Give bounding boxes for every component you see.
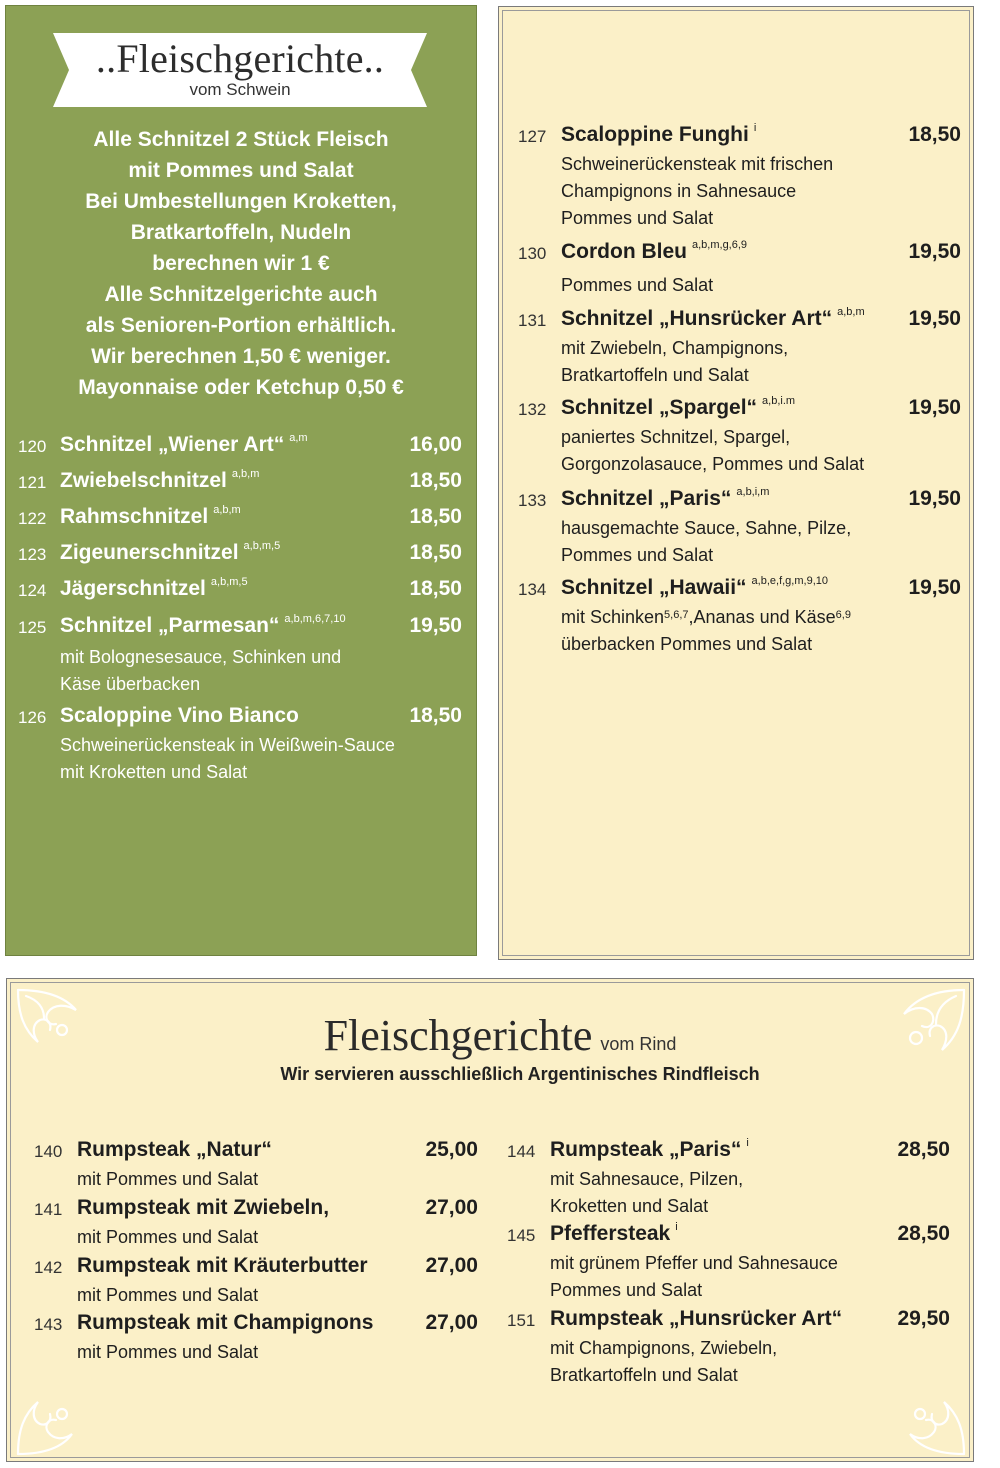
allergen-codes: a,b,i,m — [736, 486, 770, 498]
item-price: 29,50 — [897, 1307, 950, 1330]
rind-subtitle: Wir servieren ausschließlich Argentinisches Rindfleisch — [280, 1064, 760, 1084]
allergen-codes: a,b,m — [213, 504, 241, 516]
item-description: mit Bolognesesauce, Schinken und Käse überbacken — [60, 647, 342, 694]
item-description: paniertes Schnitzel, Spargel, Gorgonzolasauce, Pommes und Salat — [561, 427, 865, 474]
item-price: 19,50 — [908, 240, 961, 263]
item-price: 28,50 — [897, 1138, 950, 1161]
item-name: Pfeffersteak — [550, 1222, 671, 1245]
item-description: mit Pommes und Salat — [77, 1285, 259, 1305]
rind-title-suffix: vom Rind — [600, 1034, 677, 1054]
intro-line: Wir berechnen 1,50 € weniger. — [91, 345, 391, 368]
item-name: Rumpsteak „Paris“ — [550, 1138, 742, 1161]
item-price: 18,50 — [409, 541, 462, 564]
item-price: 18,50 — [409, 704, 462, 727]
item-name: Schnitzel „Paris“ — [561, 487, 732, 510]
schwein-intro — [10, 124, 472, 403]
intro-line: berechnen wir 1 € — [152, 252, 330, 275]
item-price: 28,50 — [897, 1222, 950, 1245]
allergen-codes: a,b,m — [231, 468, 260, 480]
schwein-title: ..Fleischgerichte.. — [95, 36, 385, 81]
intro-line: Alle Schnitzel 2 Stück Fleisch — [93, 128, 389, 151]
corner-ornament-bottom-right — [880, 1386, 968, 1458]
item-price: 18,50 — [908, 123, 961, 146]
item-description: mit grünem Pfeffer und Sahnesauce Pommes und Salat — [550, 1253, 838, 1300]
item-name: Rumpsteak mit Zwiebeln, — [77, 1196, 330, 1219]
allergen-codes: a,b,i.m — [762, 395, 796, 407]
rind-title — [0, 1010, 1000, 1061]
item-name: Scaloppine Vino Bianco — [60, 704, 299, 727]
item-description: Schweinerückensteak in Weißwein-Sauce mit Kroketten und Salat — [60, 735, 395, 782]
item-name: Rumpsteak „Hunsrücker Art“ — [550, 1307, 843, 1330]
allergen-codes: a,b,m,5 — [243, 540, 281, 552]
item-price: 19,50 — [908, 487, 961, 510]
item-price: 25,00 — [425, 1138, 478, 1161]
intro-line: Alle Schnitzelgerichte auch — [104, 283, 378, 306]
item-name: Rumpsteak mit Champignons — [77, 1311, 374, 1334]
item-name: Rumpsteak mit Kräuterbutter — [77, 1254, 368, 1277]
item-name: Cordon Bleu — [561, 240, 687, 263]
item-description: mit Pommes und Salat — [77, 1227, 259, 1247]
allergen-codes: a,b,m — [837, 306, 865, 318]
allergen-codes: i — [746, 1137, 749, 1149]
item-price: 19,50 — [908, 396, 961, 419]
item-description: mit Sahnesauce, Pilzen, Kroketten und Salat — [550, 1169, 744, 1216]
allergen-codes: a,b,m,6,7,10 — [284, 613, 346, 625]
item-description: mit Pommes und Salat — [77, 1342, 259, 1362]
item-name: Scaloppine Funghi — [561, 123, 749, 146]
item-name: Jägerschnitzel — [60, 577, 206, 600]
item-description: Schweinerückensteak mit frischen Champignons in Sahnesauce Pommes und Salat — [561, 154, 834, 228]
item-name: Schnitzel „Hunsrücker Art“ — [561, 307, 833, 330]
allergen-codes: i — [753, 122, 757, 134]
schwein-subtitle: vom Schwein — [189, 80, 291, 99]
item-name: Schnitzel „Parmesan“ — [60, 614, 280, 637]
schwein-panel-right — [498, 6, 974, 960]
corner-ornament-bottom-left — [14, 1386, 94, 1458]
intro-line: Mayonnaise oder Ketchup 0,50 € — [78, 376, 404, 399]
item-price: 19,50 — [908, 576, 961, 599]
rind-title-main: Fleischgerichte — [323, 1011, 593, 1060]
allergen-codes: a,m — [289, 432, 308, 444]
item-name: Rahmschnitzel — [60, 505, 209, 528]
allergen-codes: a,b,e,f,g,m,9,10 — [751, 575, 828, 587]
item-price: 27,00 — [425, 1311, 478, 1334]
item-price: 18,50 — [409, 577, 462, 600]
item-description: mit Pommes und Salat — [77, 1169, 259, 1189]
item-description: mit Zwiebeln, Champignons, Bratkartoffeln und Salat — [561, 338, 789, 385]
allergen-codes: i — [675, 1221, 678, 1233]
item-name: Schnitzel „Spargel“ — [561, 396, 758, 419]
item-price: 16,00 — [409, 433, 462, 456]
intro-line: mit Pommes und Salat — [128, 159, 354, 182]
item-price: 18,50 — [409, 505, 462, 528]
item-name: Schnitzel „Hawaii“ — [561, 576, 747, 599]
item-description: mit Schinken$^{5,6,7}$,Ananas und Käse$^{6,9}$ überbacken Pommes und Salat — [561, 607, 851, 654]
item-price: 27,00 — [425, 1254, 478, 1277]
item-description: Pommes und Salat — [561, 275, 714, 295]
item-name: Zigeunerschnitzel — [60, 541, 239, 564]
item-price: 19,50 — [908, 307, 961, 330]
intro-line: als Senioren-Portion erhältlich. — [85, 314, 397, 337]
allergen-codes: a,b,m,g,6,9 — [692, 239, 748, 251]
item-price: 27,00 — [425, 1196, 478, 1219]
item-description: hausgemachte Sauce, Sahne, Pilze, Pommes und Salat — [561, 518, 852, 565]
item-description: mit Champignons, Zwiebeln, Bratkartoffeln und Salat — [550, 1338, 778, 1385]
intro-line: Bei Umbestellungen Kroketten, — [85, 190, 397, 213]
schwein-title-banner — [53, 33, 427, 107]
item-name: Rumpsteak „Natur“ — [77, 1138, 272, 1161]
intro-line: Bratkartoffeln, Nudeln — [130, 221, 352, 244]
item-price: 18,50 — [409, 469, 462, 492]
item-name: Zwiebelschnitzel — [60, 469, 227, 492]
allergen-codes: a,b,m,5 — [210, 576, 248, 588]
item-price: 19,50 — [409, 614, 462, 637]
item-name: Schnitzel „Wiener Art“ — [60, 433, 285, 456]
